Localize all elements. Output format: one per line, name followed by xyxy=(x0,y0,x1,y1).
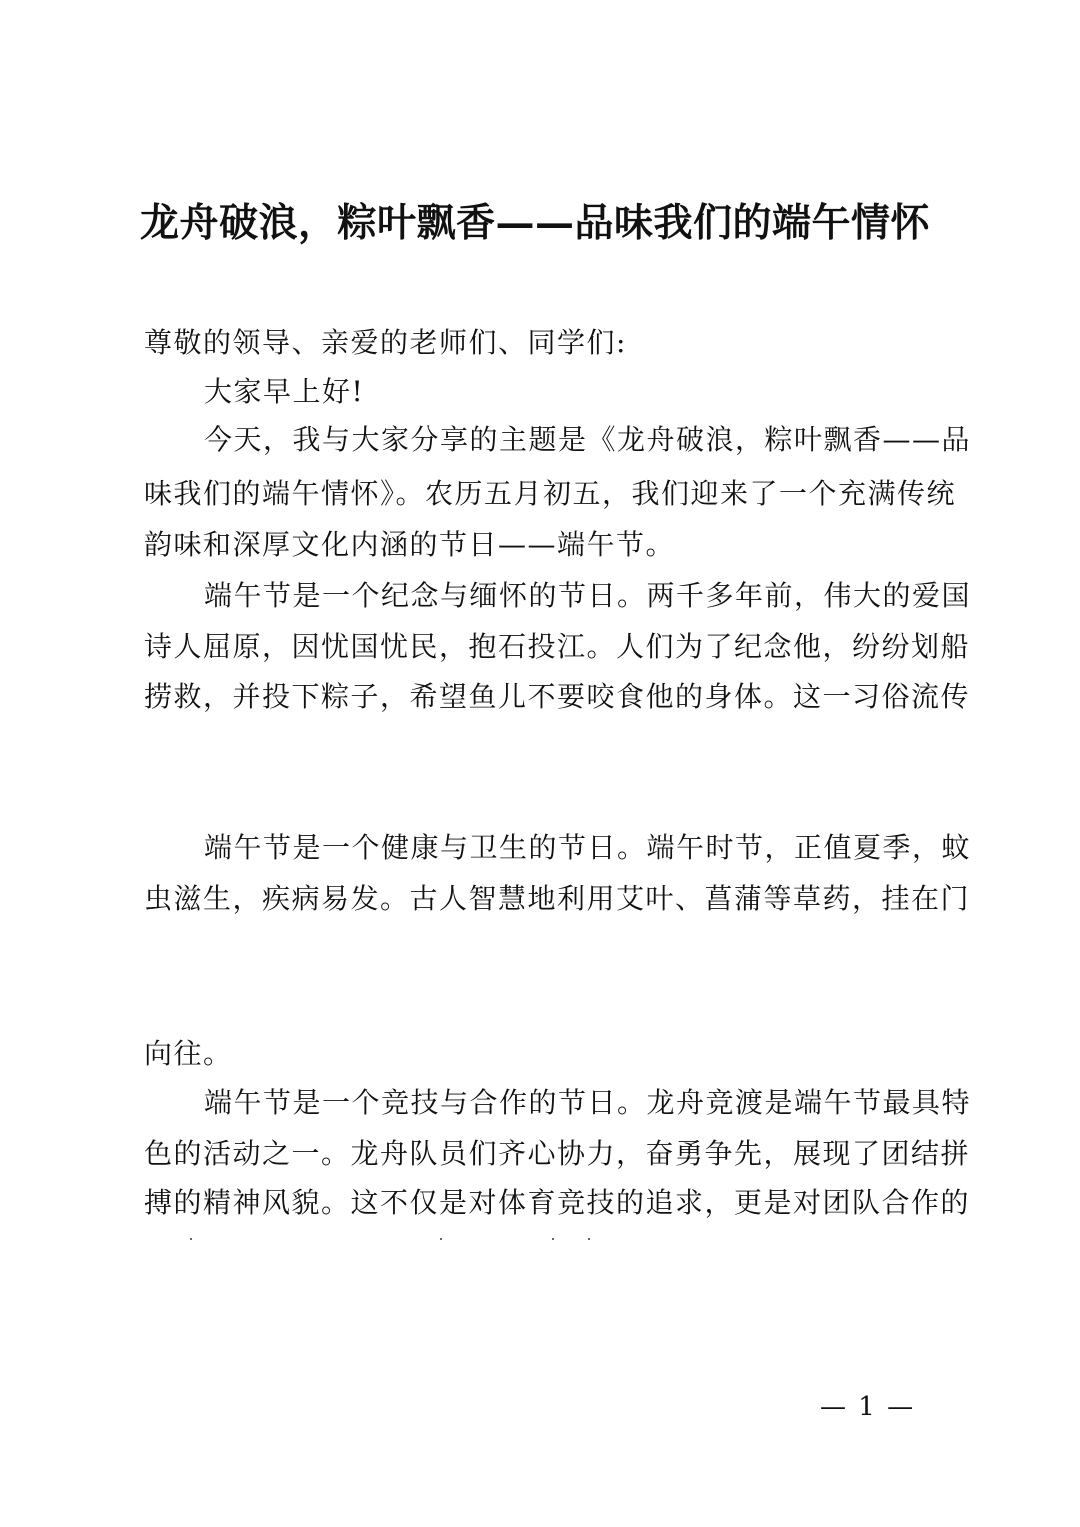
paragraph-4-line-3: 搏的精神风貌。这不仅是对体育竞技的追求，更是对团队合作的 xyxy=(144,1186,971,1219)
paragraph-2-line-1: 端午节是一个纪念与缅怀的节日。两千多年前，伟大的爱国 xyxy=(204,579,972,612)
scan-speck xyxy=(190,1238,192,1240)
scan-speck xyxy=(552,1238,554,1240)
scan-speck xyxy=(588,1238,590,1240)
page-number: — 1 — xyxy=(820,1392,916,1422)
scan-speck xyxy=(440,1238,442,1240)
paragraph-2-line-2: 诗人屈原，因忧国忧民，抱石投江。人们为了纪念他，纷纷划船 xyxy=(144,630,971,663)
paragraph-1-line-1: 今天，我与大家分享的主题是《龙舟破浪，粽叶飘香——品 xyxy=(204,423,972,456)
paragraph-1-line-2: 味我们的端午情怀》。农历五月初五，我们迎来了一个充满传统 xyxy=(144,477,957,510)
paragraph-1-line-3: 韵味和深厚文化内涵的节日——端午节。 xyxy=(144,528,676,561)
paragraph-4-line-1: 端午节是一个竞技与合作的节日。龙舟竞渡是端午节最具特 xyxy=(204,1086,972,1119)
paragraph-2-line-3: 捞救，并投下粽子，希望鱼儿不要咬食他的身体。这一习俗流传 xyxy=(144,680,971,713)
salutation: 尊敬的领导、亲爱的老师们、同学们: xyxy=(144,326,627,359)
greeting: 大家早上好! xyxy=(204,375,365,408)
document-title: 龙舟破浪，粽叶飘香——品味我们的端午情怀 xyxy=(140,200,931,246)
paragraph-3-line-1: 端午节是一个健康与卫生的节日。端午时节，正值夏季，蚊 xyxy=(204,831,972,864)
paragraph-4-line-2: 色的活动之一。龙舟队员们齐心协力，奋勇争先，展现了团结拼 xyxy=(144,1137,971,1170)
paragraph-fragment: 向往。 xyxy=(144,1037,233,1070)
paragraph-3-line-2: 虫滋生，疾病易发。古人智慧地利用艾叶、菖蒲等草药，挂在门 xyxy=(144,882,971,915)
scan-artifacts xyxy=(0,1238,1080,1242)
